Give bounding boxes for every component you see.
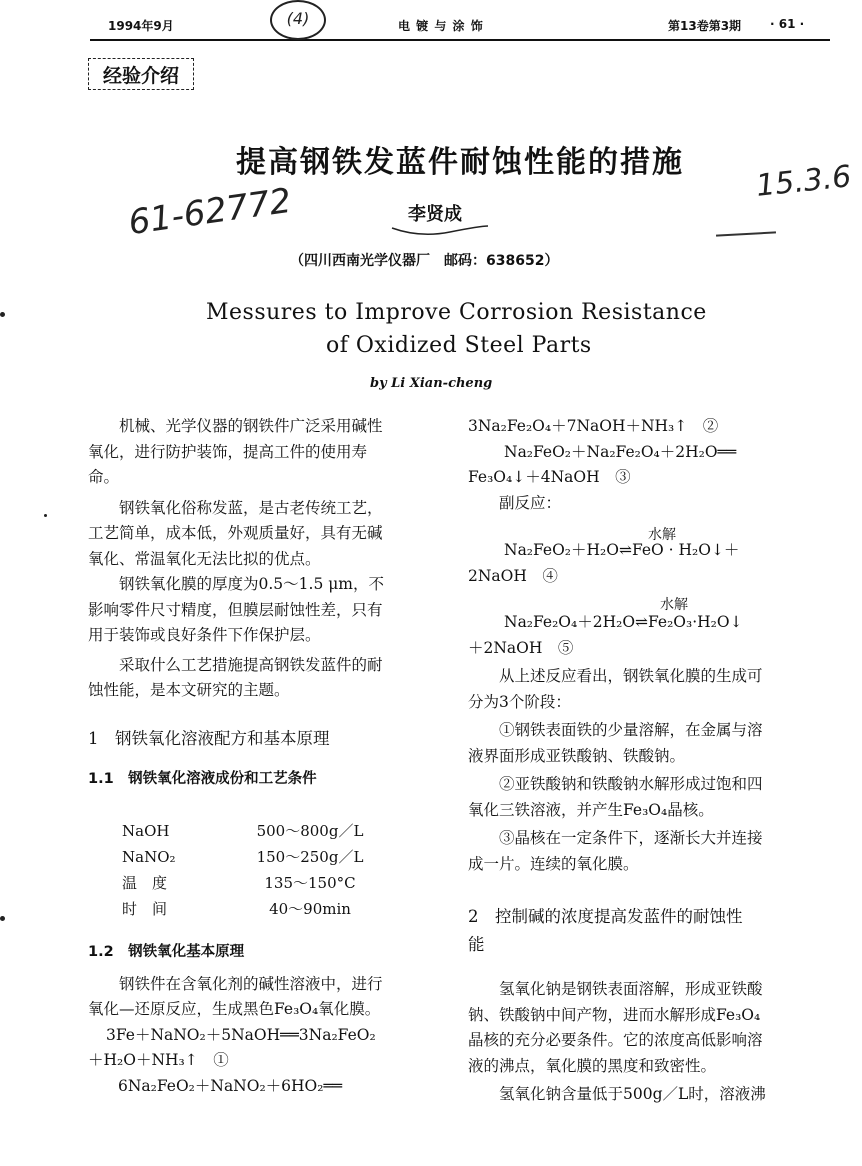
left-column-lower: [88, 940, 438, 1099]
equation-2-line-2: 3Na₂Fe₂O₄＋7NaOH＋NH₃↑ ②: [468, 417, 719, 435]
stage-line: ③晶核在一定条件下，逐渐长大并连接: [499, 829, 763, 847]
equation-3-line-2: Fe₃O₄↓＋4NaOH ③: [468, 468, 631, 486]
equation-1-line-1: 3Fe＋NaNO₂＋5NaOH══3Na₂FeO₂: [106, 1025, 376, 1044]
table-cell-name: 温 度: [122, 874, 168, 892]
header-journal: 电 镀 与 涂 饰: [398, 19, 484, 33]
hydrolysis-label: 水解: [648, 527, 676, 543]
margin-dot: [0, 916, 5, 921]
hydrolysis-label: 水解: [660, 597, 688, 613]
para-line: 从上述反应看出，钢铁氧化膜的生成可: [499, 667, 763, 685]
stage-line: 成一片。连续的氧化膜。: [468, 854, 639, 873]
section-label: 经验介绍: [88, 58, 194, 90]
right-column-body: [468, 664, 828, 1108]
stage-line: ②亚铁酸钠和铁酸钠水解形成过饱和四: [499, 775, 763, 793]
intro-line: 机械、光学仪器的钢铁件广泛采用碱性: [119, 417, 383, 435]
para-line: 液的沸点，氧化膜的黑度和致密性。: [468, 1056, 717, 1075]
para-line: 影响零件尺寸精度，但膜层耐蚀性差，只有: [88, 600, 383, 619]
para-line: 用于装饰或良好条件下作保护层。: [88, 626, 321, 644]
table-row: [122, 896, 380, 922]
bath-composition-table: [122, 818, 380, 922]
handwritten-right-note: 15.3.6: [754, 159, 853, 204]
table-row: [122, 870, 380, 896]
handwritten-stroke: [716, 231, 776, 236]
header-rule: [90, 39, 830, 41]
equation-2-line-1: 6Na₂FeO₂＋NaNO₂＋6HO₂══: [118, 1076, 343, 1095]
para-line: 蚀性能，是本文研究的主题。: [88, 681, 290, 699]
para-line: 氧化、常温氧化无法比拟的优点。: [88, 549, 321, 568]
article-author: 李贤成: [408, 204, 462, 225]
section-heading-1-1: 1.1 钢铁氧化溶液成份和工艺条件: [88, 771, 317, 787]
intro-line: 命。: [88, 468, 120, 486]
table-cell-name: 时 间: [122, 900, 168, 918]
equation-1-line-2: ＋H₂O＋NH₃↑ ①: [88, 1051, 229, 1069]
table-cell-value: 135～150°C: [264, 874, 356, 892]
header-page: · 61 ·: [770, 17, 805, 31]
english-title-line2: of Oxidized Steel Parts: [326, 333, 592, 358]
side-reaction-label: 副反应：: [499, 493, 562, 512]
para-line: 晶核的充分必要条件。它的浓度高低影响溶: [468, 1031, 763, 1049]
section-heading-1: 1 钢铁氧化溶液配方和基本原理: [88, 728, 330, 748]
header-date: 1994年9月: [108, 19, 174, 33]
table-cell-value: 150～250g／L: [256, 848, 364, 866]
handwritten-circle-note: (4): [270, 0, 326, 40]
handwritten-left-note: 61-62772: [126, 180, 294, 244]
intro-line: 氧化，进行防护装饰，提高工件的使用寿: [88, 442, 368, 461]
para-line: 氧化—还原反应，生成黑色Fe₃O₄氧化膜。: [88, 1000, 381, 1018]
equation-4-line-2: 2NaOH ④: [468, 566, 558, 585]
section-heading-2: 2 控制碱的浓度提高发蓝件的耐蚀性: [468, 907, 743, 926]
right-column: [468, 414, 828, 516]
table-cell-name: NaOH: [122, 822, 170, 840]
article-affiliation: （四川西南光学仪器厂 邮码：638652）: [290, 253, 559, 269]
right-column-eq4: [468, 538, 828, 589]
table-row: [122, 844, 380, 870]
para-line: 钢铁件在含氧化剂的碱性溶液中，进行: [119, 974, 383, 993]
equation-4-line-1: Na₂FeO₂＋H₂O⇌FeO · H₂O↓＋: [504, 541, 740, 559]
english-author: by Li Xian-cheng: [370, 376, 493, 391]
stage-line: 氧化三铁溶液，并产生Fe₃O₄晶核。: [468, 800, 714, 819]
article-title: 提高钢铁发蓝件耐蚀性能的措施: [236, 145, 684, 180]
header-volume: 第13卷第3期: [668, 19, 742, 33]
author-underline: [390, 222, 490, 238]
para-line: 工艺简单，成本低，外观质量好，具有无碱: [88, 524, 383, 542]
para-line: 氢氧化钠含量低于500g／L时，溶液沸: [499, 1085, 766, 1103]
section-heading-2-cont: 能: [468, 935, 485, 954]
table-cell-value: 40～90min: [269, 900, 351, 918]
table-cell-value: 500～800g／L: [256, 822, 364, 840]
table-cell-name: NaNO₂: [122, 848, 176, 866]
margin-dot: [44, 514, 47, 517]
table-row: [122, 818, 380, 844]
left-column: [88, 414, 438, 793]
stage-line: ①钢铁表面铁的少量溶解，在金属与溶: [499, 721, 763, 739]
margin-dot: [0, 312, 5, 317]
para-line: 钢铁氧化膜的厚度为0.5～1.5 μm，不: [119, 575, 384, 593]
para-line: 采取什么工艺措施提高钢铁发蓝件的耐: [119, 655, 383, 674]
english-title-line1: Messures to Improve Corrosion Resistance: [206, 300, 707, 325]
para-line: 分为3个阶段：: [468, 692, 571, 711]
stage-line: 液界面形成亚铁酸钠、铁酸钠。: [468, 746, 686, 765]
section-heading-1-2: 1.2 钢铁氧化基本原理: [88, 944, 245, 960]
para-line: 钠、铁酸钠中间产物，进而水解形成Fe₃O₄: [468, 1005, 761, 1024]
para-line: 钢铁氧化俗称发蓝，是古老传统工艺，: [119, 498, 383, 517]
equation-5-line-2: ＋2NaOH ⑤: [468, 638, 574, 657]
equation-3-line-1: Na₂FeO₂＋Na₂Fe₂O₄＋2H₂O══: [504, 442, 737, 461]
equation-5-line-1: Na₂Fe₂O₄＋2H₂O⇌Fe₂O₃·H₂O↓: [504, 613, 743, 631]
right-column-eq5: [468, 610, 828, 661]
para-line: 氢氧化钠是钢铁表面溶解，形成亚铁酸: [499, 980, 763, 998]
